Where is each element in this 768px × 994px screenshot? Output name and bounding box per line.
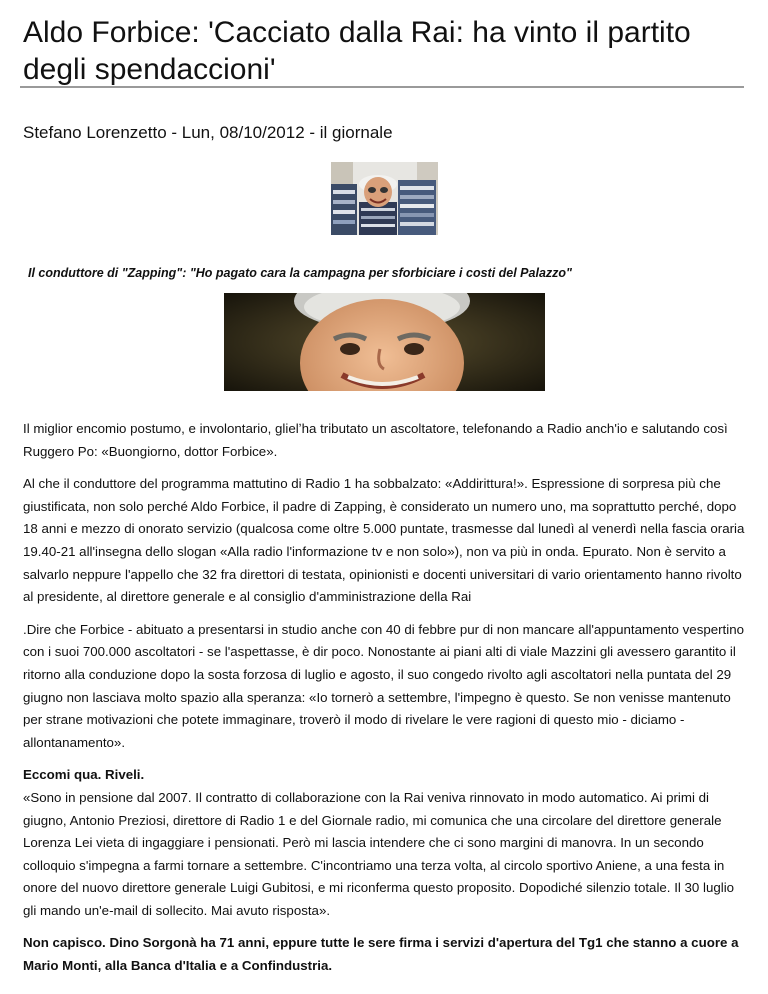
photo-forbice-portrait (224, 293, 545, 391)
article-subhead: Il conduttore di "Zapping": "Ho pagato cara la campagna per sforbiciare i costi del Palazzo" (28, 266, 572, 280)
interview-question-1: Eccomi qua. Riveli. (23, 767, 145, 783)
article-byline: Stefano Lorenzetto - Lun, 08/10/2012 - il giornale (23, 123, 393, 142)
paragraph-3: .Dire che Forbice - abituato a presentarsi in studio anche con 40 di febbre pur di non mancare all'appuntamento vespertino con i suoi 700.000 ascoltatori - se l'aspettasse, è dir poco. Nonostante ai piani alti di viale Mazzini gli avessero garantito il ritorno alla conduzione dopo la sosta forzosa di luglio e agosto, il suo congedo rivolto agli ascoltatori nella puntata del 29 giugno non lasciava molto spazio alla speranza: «Io tornerò a settembre, l'impegno è questo. Se non venisse mantenuto per strane motivazioni che potete immaginare, troverò il modo di rivelare le vere ragioni di questo mio - diciamo - allontanamento». (23, 621, 744, 750)
title-divider (20, 86, 744, 88)
paragraph-1: Il miglior encomio postumo, e involontario, glielʼha tributato un ascoltatore, telefonando a Radio anch'io e salutando così Ruggero Po: «Buongiorno, dottor Forbice». (23, 421, 728, 459)
article-title: Aldo Forbice: 'Cacciato dalla Rai: ha vinto il partito degli spendaccioni' (23, 16, 691, 86)
interview-answer-1: «Sono in pensione dal 2007. Il contratto di collaborazione con la Rai veniva rinnovato in modo automatico. Ai primi di giugno, Antonio Preziosi, direttore di Radio 1 e del Giornale radio, mi comunica che una circolare del direttore generale Lorenza Lei vieta di ingaggiare i pensionati. Però mi lascia intendere che ci sono margini di manovra. In un secondo colloquio s'impegna a farmi tornare a settembre. C'incontriamo una terza volta, al circolo sportivo Aniene, a una festa in onore del nuovo direttore generale Luigi Gubitosi, e mi riconferma questo proposito. Dopodiché silenzio totale. Il 30 luglio gli mando un'e-mail di sollecito. Mai avuto risposta». (23, 789, 735, 918)
interview-question-2: Non capisco. Dino Sorgonà ha 71 anni, eppure tutte le sere firma i servizi d'apertura del Tg1 che stanno a cuore a Mario Monti, alla Banca d'Italia e a Confindustria. (23, 935, 739, 974)
photo-forbice-with-cds (331, 162, 438, 235)
paragraph-2: Al che il conduttore del programma mattutino di Radio 1 ha sobbalzato: «Addirittura!». Espressione di sorpresa più che giustificata, non solo perché Aldo Forbice, il padre di Zapping, è considerato un numero uno, ma soprattutto perché, dopo 18 anni e mezzo di onorato servizio (qualcosa come oltre 5.000 puntate, trasmesse dal lunedì al venerdì nella fascia oraria 19.40-21 all'insegna dello slogan «Alla radio l'informazione tv e non solo»), non va più in onda. Epurato. Non è servito a salvarlo neppure l'appello che 32 fra direttori di testata, opinionisti e docenti universitari di vario orientamento hanno rivolto al presidente, al direttore generale e al consiglio d'amministrazione della Rai (23, 476, 745, 605)
article-body (23, 418, 748, 988)
